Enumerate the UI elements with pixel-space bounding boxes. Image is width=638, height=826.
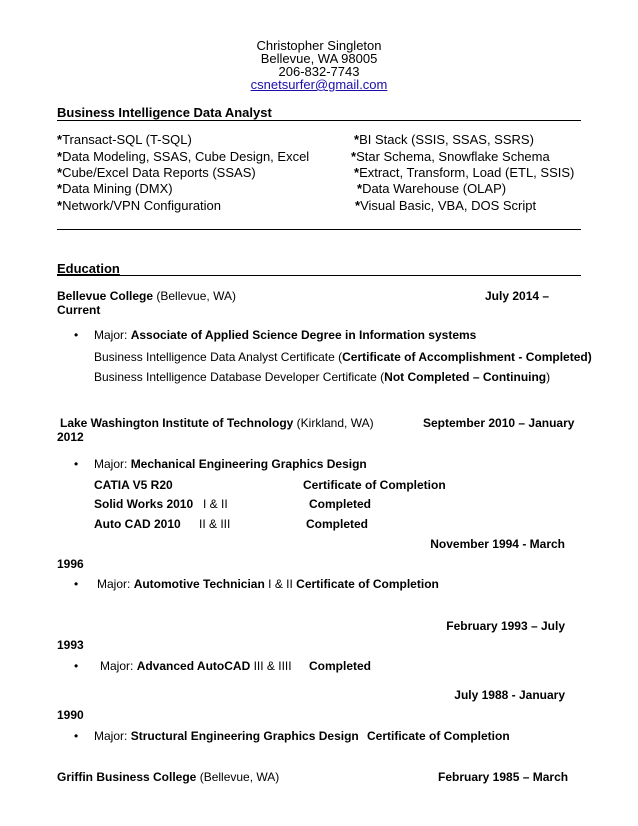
skill-right-4: *Data Warehouse (OLAP) bbox=[357, 181, 507, 196]
skill-right-1: *BI Stack (SSIS, SSAS, SSRS) bbox=[354, 132, 534, 147]
skills-rule bbox=[57, 229, 581, 230]
skill-left-2: *Data Modeling, SSAS, Cube Design, Excel bbox=[57, 149, 310, 164]
bullet-icon: • bbox=[74, 659, 79, 673]
struct-date: July 1988 - January bbox=[454, 688, 565, 702]
acad-status: Completed bbox=[309, 659, 372, 673]
auto-date-wrap: 1996 bbox=[57, 557, 84, 571]
education-title: Education bbox=[57, 261, 120, 276]
struct-status: Certificate of Completion bbox=[367, 729, 510, 743]
lwit-course-1: CATIA V5 R20 bbox=[94, 478, 173, 492]
acad-date: February 1993 – July bbox=[446, 619, 565, 633]
acad-date-wrap: 1993 bbox=[57, 638, 84, 652]
lwit-date-wrap: 2012 bbox=[57, 430, 84, 444]
struct-major: Major: Structural Engineering Graphics Design bbox=[94, 729, 359, 743]
education-rule bbox=[57, 275, 581, 276]
skill-left-4: *Data Mining (DMX) bbox=[57, 181, 173, 196]
skill-right-5: *Visual Basic, VBA, DOS Script bbox=[355, 198, 537, 213]
lwit-course-2: Solid Works 2010 bbox=[94, 497, 194, 511]
bellevue-cert-2: Business Intelligence Database Developer Certificate (Not Completed – Continuing) bbox=[94, 370, 551, 384]
bellevue-school: Bellevue College (Bellevue, WA) bbox=[57, 289, 236, 303]
bullet-icon: • bbox=[74, 729, 79, 743]
objective-title: Business Intelligence Data Analyst bbox=[57, 105, 272, 120]
auto-major: Major: Automotive Technician I & II Certificate of Completion bbox=[97, 577, 439, 591]
skill-right-2: *Star Schema, Snowflake Schema bbox=[351, 149, 550, 164]
resume-name: Christopher Singleton bbox=[256, 38, 382, 53]
skill-left-1: *Transact-SQL (T-SQL) bbox=[57, 132, 192, 147]
lwit-level-2: I & II bbox=[203, 497, 228, 511]
lwit-course-3: Auto CAD 2010 bbox=[94, 517, 181, 531]
lwit-status-1: Certificate of Completion bbox=[303, 478, 446, 492]
resume-location: Bellevue, WA 98005 bbox=[260, 51, 378, 66]
resume-email-row bbox=[0, 77, 638, 93]
auto-date: November 1994 - March bbox=[430, 537, 565, 551]
bellevue-major: Major: Associate of Applied Science Degree in Information systems bbox=[94, 328, 477, 342]
bullet-icon: • bbox=[74, 328, 79, 342]
griffin-date: February 1985 – March bbox=[438, 770, 569, 784]
lwit-school: Lake Washington Institute of Technology (Kirkland, WA) bbox=[60, 416, 374, 430]
lwit-date: September 2010 – January bbox=[423, 416, 575, 430]
objective-rule bbox=[57, 120, 581, 121]
skill-left-3: *Cube/Excel Data Reports (SSAS) bbox=[57, 165, 256, 180]
email-link[interactable]: csnetsurfer@gmail.com bbox=[250, 77, 388, 92]
griffin-school: Griffin Business College (Bellevue, WA) bbox=[57, 770, 280, 784]
bellevue-date-wrap: Current bbox=[57, 303, 101, 317]
lwit-status-2: Completed bbox=[309, 497, 372, 511]
struct-date-wrap: 1990 bbox=[57, 708, 84, 722]
bullet-icon: • bbox=[74, 457, 79, 471]
bullet-icon: • bbox=[74, 577, 79, 591]
acad-major: Major: Advanced AutoCAD III & IIII bbox=[100, 659, 292, 673]
lwit-level-3: II & III bbox=[199, 517, 231, 531]
lwit-status-3: Completed bbox=[306, 517, 369, 531]
skill-right-3: *Extract, Transform, Load (ETL, SSIS) bbox=[354, 165, 575, 180]
bellevue-cert-1: Business Intelligence Data Analyst Certificate (Certificate of Accomplishment - Completed) bbox=[94, 350, 592, 364]
resume-phone: 206-832-7743 bbox=[278, 64, 360, 79]
bellevue-date: July 2014 – bbox=[485, 289, 550, 303]
skill-left-5: *Network/VPN Configuration bbox=[57, 198, 222, 213]
lwit-major: Major: Mechanical Engineering Graphics Design bbox=[94, 457, 367, 471]
